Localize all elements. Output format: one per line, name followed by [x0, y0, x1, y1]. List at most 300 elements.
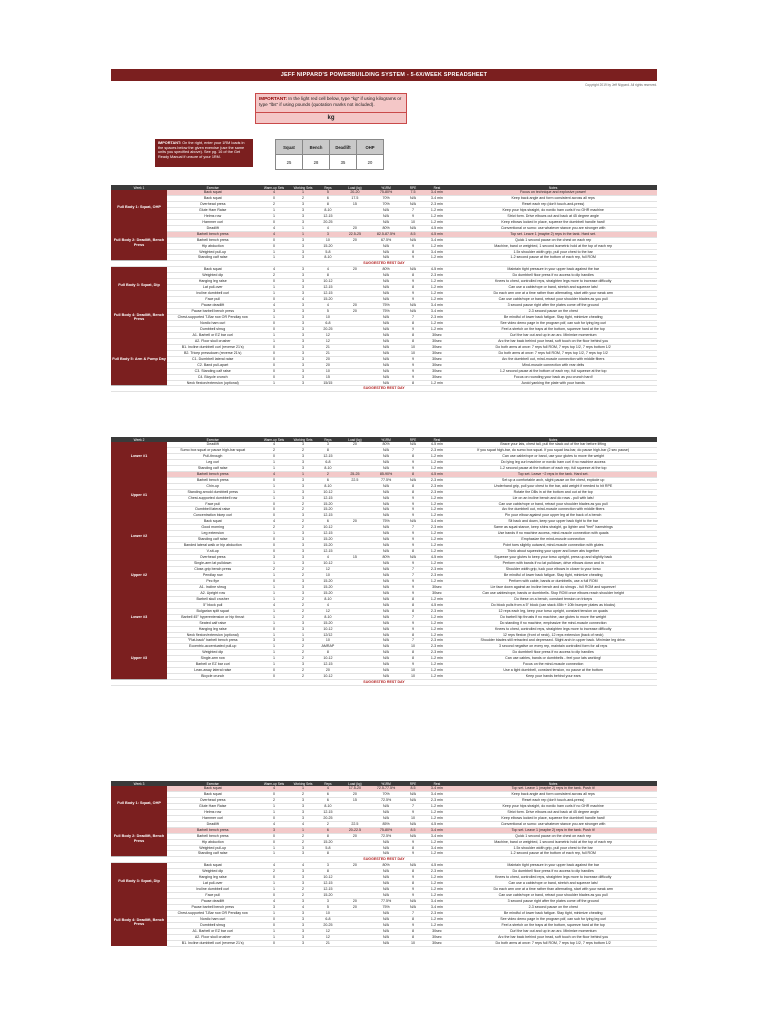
percent-1rm: N/A	[370, 483, 401, 489]
column-header: %1RM	[370, 781, 401, 786]
working-sets: 3	[290, 368, 317, 374]
rest-time: 4-5 min	[424, 231, 449, 237]
rest-time: 30sec	[424, 356, 449, 362]
exercise-name: C3. Standing calf raise	[167, 368, 258, 374]
warmup-sets: 1	[258, 596, 289, 602]
percent-1rm: 77.5%	[370, 899, 401, 905]
reps: 4	[317, 555, 340, 561]
exercise-name: Leg curl	[167, 459, 258, 465]
warmup-sets: 1	[258, 662, 289, 668]
day-label: Upper #1	[111, 471, 167, 519]
warmup-sets: 0	[258, 791, 289, 797]
column-header: Load (kg)	[339, 185, 370, 190]
notes: Conventional or sumo: use whatever stance you are stronger with	[449, 225, 657, 231]
load-value[interactable]: 20	[339, 863, 370, 869]
rpe: N/A	[402, 519, 425, 525]
warmup-sets: 0	[258, 875, 289, 881]
notes: Do dumbbell floor press if no access to dip handles	[449, 869, 657, 875]
rest-time: 2-3 min	[424, 650, 449, 656]
notes: 1.5x shoulder width grip, pull your chest to the bar	[449, 845, 657, 851]
working-sets: 4	[290, 821, 317, 827]
column-header: Warm-up Sets	[258, 781, 289, 786]
rpe: 10	[402, 940, 425, 946]
warmup-sets: 3	[258, 309, 289, 315]
rest-time: 1-2 min	[424, 620, 449, 626]
percent-1rm: N/A	[370, 219, 401, 225]
notes: Underhand grip, pull your chest to the bar, add weight if needed to hit RPE	[449, 483, 657, 489]
percent-1rm: N/A	[370, 803, 401, 809]
working-sets: 3	[290, 362, 317, 368]
reps: 12-15	[317, 495, 340, 501]
reps: 8-10	[317, 465, 340, 471]
warmup-sets: 0	[258, 320, 289, 326]
reps: 6	[317, 791, 340, 797]
load-value[interactable]: 25-25	[339, 471, 370, 477]
percent-1rm: N/A	[370, 572, 401, 578]
load-value[interactable]	[339, 940, 370, 946]
working-sets: 2	[290, 195, 317, 201]
warmup-sets: 0	[258, 362, 289, 368]
percent-1rm: N/A	[370, 662, 401, 668]
exercise-name: Barbell bench press	[167, 471, 258, 477]
exercise-name: Chin-up	[167, 483, 258, 489]
rpe: N/A	[402, 821, 425, 827]
one-rm-ohp-input[interactable]: 20	[357, 155, 384, 170]
working-sets: 3	[290, 584, 317, 590]
notes: 1-2 second pause at the bottom of each rep, full ROM	[449, 851, 657, 857]
percent-1rm: N/A	[370, 650, 401, 656]
working-sets: 3	[290, 620, 317, 626]
notes: Maintain tight pressure in your upper back against the bar	[449, 863, 657, 869]
one-rm-header: Bench	[303, 140, 330, 155]
notes: Do block pulls from a 5" block (can stack 45lb + 10lb bumper plates as blocks)	[449, 602, 657, 608]
rpe: 9	[402, 326, 425, 332]
column-header: Warm-up Sets	[258, 185, 289, 190]
load-value[interactable]: 20-20	[339, 190, 370, 195]
reps: 10-12	[317, 279, 340, 285]
reps: 5	[317, 309, 340, 315]
load-value[interactable]: 20	[339, 905, 370, 911]
exercise-row	[111, 356, 657, 362]
load-value[interactable]: 15	[339, 797, 370, 803]
reps: 5-8	[317, 249, 340, 255]
reps: 8-10	[317, 596, 340, 602]
warmup-sets: 1	[258, 332, 289, 338]
warmup-sets: 0	[258, 578, 289, 584]
percent-1rm: N/A	[370, 285, 401, 291]
working-sets: 3	[290, 845, 317, 851]
percent-1rm: 75%	[370, 303, 401, 309]
exercise-name: Pec flye	[167, 578, 258, 584]
percent-1rm: N/A	[370, 632, 401, 638]
warmup-sets: 0	[258, 922, 289, 928]
warmup-sets: 2	[258, 567, 289, 573]
load-value[interactable]: 20	[339, 899, 370, 905]
reps: 5	[317, 905, 340, 911]
percent-1rm: N/A	[370, 453, 401, 459]
working-sets: 2	[290, 833, 317, 839]
exercise-row	[111, 350, 657, 356]
working-sets: 3	[290, 291, 317, 297]
rest-day-banner: SUGGESTED REST DAY	[111, 857, 657, 863]
percent-1rm: N/A	[370, 291, 401, 297]
exercise-name: Hip abduction	[167, 839, 258, 845]
reps: 10	[317, 911, 340, 917]
reps: 12	[317, 934, 340, 940]
warmup-sets: 4	[258, 190, 289, 195]
percent-1rm: 80%	[370, 225, 401, 231]
rest-time: 4-5 min	[424, 602, 449, 608]
exercise-name: Pause barbell bench press	[167, 309, 258, 315]
reps: 15-20	[317, 584, 340, 590]
load-value[interactable]: 20	[339, 442, 370, 447]
rest-time: 30sec	[424, 368, 449, 374]
rest-time: 3-4 min	[424, 519, 449, 525]
notes: Quick 1 second pause on the chest on each rep	[449, 833, 657, 839]
load-value[interactable]: 22.5	[339, 477, 370, 483]
percent-1rm: 72.5%	[370, 797, 401, 803]
rest-time: 1-2 min	[424, 380, 449, 386]
exercise-name: Leg extension	[167, 531, 258, 537]
working-sets: 2	[290, 519, 317, 525]
reps: 12	[317, 332, 340, 338]
rest-time: 1-2 min	[424, 537, 449, 543]
percent-1rm: N/A	[370, 614, 401, 620]
warmup-sets: 4	[258, 442, 289, 447]
column-header: Rest	[424, 185, 449, 190]
exercise-name: Barbell or EZ bar curl	[167, 662, 258, 668]
percent-1rm: N/A	[370, 320, 401, 326]
rpe: 9	[402, 213, 425, 219]
working-sets: 2	[290, 614, 317, 620]
exercise-name: Overhead press	[167, 555, 258, 561]
warmup-sets: 1	[258, 249, 289, 255]
rpe: 9	[402, 495, 425, 501]
notes: Use bands if no machine access, mind-muscle connection with quads	[449, 531, 657, 537]
rest-time: 1-2 min	[424, 543, 449, 549]
rest-time: 30sec	[424, 934, 449, 940]
exercise-name: "Flat-back" barbell bench press	[167, 638, 258, 644]
rest-time: 2-3 min	[424, 911, 449, 917]
notes: Mind-muscle connection with rear delts	[449, 362, 657, 368]
warmup-sets: 1	[258, 459, 289, 465]
column-header: Load (kg)	[339, 437, 370, 442]
one-rm-notice-body: On the right, enter your 1RM loads in the spaces below the given exercise (use the same units you specified above). See pg. 16 of the Get Ready Manual if unsure of your 1RM.	[158, 141, 245, 159]
working-sets: 3	[290, 626, 317, 632]
percent-1rm: 80%	[370, 555, 401, 561]
day-label: Upper #3	[111, 638, 167, 680]
rest-time: 1-2 min	[424, 495, 449, 501]
warmup-sets: 1	[258, 584, 289, 590]
week-table	[111, 781, 657, 947]
working-sets: 2	[290, 567, 317, 573]
reps: 3	[317, 863, 340, 869]
percent-1rm: N/A	[370, 213, 401, 219]
rest-time: 1-2 min	[424, 656, 449, 662]
notes: Keep back angle and form consistent across all reps	[449, 195, 657, 201]
notes: Feel a stretch on the traps at the bottom, squeeze hard at the top	[449, 326, 657, 332]
day-label: Lower #1	[111, 442, 167, 471]
exercise-name: Back squat	[167, 519, 258, 525]
notes: Arc the dumbbell out, mind-muscle connection with middle fibers	[449, 507, 657, 513]
percent-1rm: N/A	[370, 928, 401, 934]
column-header: %1RM	[370, 185, 401, 190]
rest-time: 2-3 min	[424, 608, 449, 614]
percent-1rm: 75%	[370, 309, 401, 315]
rpe: N/A	[402, 195, 425, 201]
exercise-name: Deadlift	[167, 442, 258, 447]
one-rm-table	[275, 139, 384, 170]
reps: 15-20	[317, 620, 340, 626]
working-sets: 2	[290, 668, 317, 674]
percent-1rm: 75-80%	[370, 827, 401, 833]
reps: 10-12	[317, 875, 340, 881]
reps: 15-20	[317, 537, 340, 543]
exercise-name: A1. Barbell or EZ bar curl	[167, 928, 258, 934]
day-label: Full Body 1: Squat, OHP	[111, 190, 167, 225]
rest-time: 1-2 min	[424, 549, 449, 555]
warmup-sets: 4	[258, 471, 289, 477]
notes: Sit back and down, keep your upper back tight to the bar	[449, 519, 657, 525]
load-value[interactable]: 20	[339, 309, 370, 315]
warmup-sets: 0	[258, 477, 289, 483]
rpe: 8	[402, 249, 425, 255]
working-sets: 2	[290, 644, 317, 650]
percent-1rm: N/A	[370, 489, 401, 495]
exercise-name: Hip abduction	[167, 243, 258, 249]
notes: 3 second negative on every rep, maintain controlled form for all reps	[449, 644, 657, 650]
rpe: 8	[402, 928, 425, 934]
load-value[interactable]: 20	[339, 237, 370, 243]
exercise-name: Hanging leg raise	[167, 626, 258, 632]
working-sets: 3	[290, 662, 317, 668]
load-value[interactable]: 15	[339, 201, 370, 207]
units-notice-text	[256, 94, 406, 112]
notes: Reset each rep (don't touch-and-press)	[449, 201, 657, 207]
notes: Do barbell hip thrusts if no machine, use glutes to move the weight	[449, 614, 657, 620]
exercise-row	[111, 344, 657, 350]
percent-1rm: N/A	[370, 513, 401, 519]
exercise-row	[111, 495, 657, 501]
rest-time: 30sec	[424, 344, 449, 350]
reps: 12-15	[317, 881, 340, 887]
percent-1rm: N/A	[370, 356, 401, 362]
column-header: Warm-up Sets	[258, 437, 289, 442]
exercise-row	[111, 447, 657, 453]
exercise-name: Overhead press	[167, 797, 258, 803]
rest-time: 2-3 min	[424, 447, 449, 453]
percent-1rm: N/A	[370, 845, 401, 851]
load-value[interactable]: 20	[339, 303, 370, 309]
exercise-name: Back squat	[167, 786, 258, 791]
rpe: 9	[402, 531, 425, 537]
working-sets: 3	[290, 483, 317, 489]
column-header: Working Sets	[290, 185, 317, 190]
working-sets: 3	[290, 940, 317, 946]
exercise-name: Overhead press	[167, 201, 258, 207]
notes: 1-2 second pause at the bottom of each rep, full squeeze at the top	[449, 368, 657, 374]
percent-1rm: N/A	[370, 934, 401, 940]
rest-time: 1-2 min	[424, 578, 449, 584]
exercise-name: Barbell bench press	[167, 477, 258, 483]
rest-time: 30sec	[424, 332, 449, 338]
warmup-sets: 1	[258, 881, 289, 887]
rest-time: 2-3 min	[424, 869, 449, 875]
rpe: N/A	[402, 477, 425, 483]
load-value[interactable]: 17.5	[339, 195, 370, 201]
reps: 6-8	[317, 916, 340, 922]
load-value[interactable]: 20	[339, 519, 370, 525]
percent-1rm: N/A	[370, 495, 401, 501]
rpe: 9	[402, 922, 425, 928]
rpe: 8	[402, 453, 425, 459]
exercise-name: Hanging leg raise	[167, 875, 258, 881]
load-value[interactable]: 15	[339, 555, 370, 561]
percent-1rm: 72.5-77.5%	[370, 786, 401, 791]
exercise-row	[111, 928, 657, 934]
week-table	[111, 437, 657, 686]
working-sets: 3	[290, 344, 317, 350]
rest-time: 3-4 min	[424, 303, 449, 309]
rpe: 9	[402, 501, 425, 507]
rest-time: 2-3 min	[424, 483, 449, 489]
notes: Strict form. Drive elbows out and back at 45 degree angle	[449, 809, 657, 815]
notes: 2-3 second pause on the chest	[449, 905, 657, 911]
warmup-sets: 1	[258, 207, 289, 213]
notes: Do both arms at once: 7 reps full ROM, 7 reps top 1/2, 7 reps bottom 1/2	[449, 344, 657, 350]
working-sets: 3	[290, 922, 317, 928]
notes: Lie on an incline bench and do rows - pull with lats!	[449, 495, 657, 501]
reps: 15-20	[317, 501, 340, 507]
rpe: 9	[402, 662, 425, 668]
reps: 20	[317, 668, 340, 674]
reps: 12-15	[317, 887, 340, 893]
rest-time: 1-2 min	[424, 815, 449, 821]
notes: Arc the bar back behind your head, soft touch on the floor behind you	[449, 338, 657, 344]
warmup-sets: 1	[258, 338, 289, 344]
notes: Lie face down against an incline bench and do shrugs - full ROM and squeeze!	[449, 584, 657, 590]
working-sets: 3	[290, 356, 317, 362]
exercise-name: A1. Barbell or EZ bar curl	[167, 332, 258, 338]
working-sets: 4	[290, 297, 317, 303]
load-value[interactable]: 17.5-20	[339, 786, 370, 791]
notes: Do these on a bench, constant tension on triceps	[449, 596, 657, 602]
exercise-name: Hanging leg raise	[167, 279, 258, 285]
reps: 10-12	[317, 561, 340, 567]
rest-time: 1-2 min	[424, 851, 449, 857]
notes: Machine, band or weighted, 1 second isometric hold at the top of each rep	[449, 839, 657, 845]
working-sets: 3	[290, 899, 317, 905]
percent-1rm: 75-80%	[370, 190, 401, 195]
day-label: Full Body 2: Deadlift, Bench Press	[111, 225, 167, 261]
working-sets: 3	[290, 875, 317, 881]
load-value[interactable]: 22.5-25	[339, 231, 370, 237]
load-value[interactable]: 20	[339, 833, 370, 839]
notes: Keep your hips straight, do nordic ham curls if no GHR machine	[449, 803, 657, 809]
load-value[interactable]: 20-22.5	[339, 827, 370, 833]
rpe: N/A	[402, 237, 425, 243]
rest-time: 1-2 min	[424, 922, 449, 928]
load-value[interactable]: 20	[339, 225, 370, 231]
exercise-name: Helms row	[167, 213, 258, 219]
rest-time: 1-2 min	[424, 916, 449, 922]
exercise-name: Standing calf raise	[167, 465, 258, 471]
rest-time: 1-2 min	[424, 662, 449, 668]
exercise-name: B2. Tricep pressdown (reverse 21's)	[167, 350, 258, 356]
column-header: Notes	[449, 781, 657, 786]
one-rm-bench-input[interactable]: 28	[303, 155, 330, 170]
rest-time: 1-2 min	[424, 255, 449, 261]
warmup-sets: 0	[258, 893, 289, 899]
reps: 8	[317, 201, 340, 207]
notes: Brace your lats, chest tall, pull the slack out of the bar before lifting	[449, 442, 657, 447]
notes: Squeeze your glutes to keep your torso upright, press up and slightly back	[449, 555, 657, 561]
warmup-sets: 0	[258, 833, 289, 839]
exercise-name: A1. Incline shrug	[167, 584, 258, 590]
day-label: Full Body 1: Squat, OHP	[111, 786, 167, 821]
reps: 12-15	[317, 531, 340, 537]
reps: 15-20	[317, 297, 340, 303]
working-sets: 3	[290, 578, 317, 584]
warmup-sets: 1	[258, 213, 289, 219]
working-sets: 3	[290, 442, 317, 447]
rest-time: 1-2 min	[424, 626, 449, 632]
exercise-name: Chest-supported T-Bar row OR Pendlay row	[167, 315, 258, 321]
warmup-sets: 1	[258, 911, 289, 917]
rest-time: 1-2 min	[424, 875, 449, 881]
percent-1rm: 80%	[370, 442, 401, 447]
one-rm-notice-label: IMPORTANT:	[158, 141, 182, 145]
load-value[interactable]: 20	[339, 267, 370, 273]
notes: Do each arm one at a time rather than alternating, start with your weak arm	[449, 887, 657, 893]
notes: Arc the bar back behind your head, soft touch on the floor behind you	[449, 934, 657, 940]
exercise-row	[111, 638, 657, 644]
units-input[interactable]: kg	[256, 112, 406, 123]
warmup-sets: 0	[258, 356, 289, 362]
one-rm-squat-input[interactable]: 25	[276, 155, 303, 170]
working-sets: 3	[290, 495, 317, 501]
exercise-name: A2. Floor skull crusher	[167, 338, 258, 344]
notes: Do both arms at once: 7 reps full ROM, 7 reps top 1/2, 7 reps bottom 1/2	[449, 940, 657, 946]
percent-1rm: N/A	[370, 922, 401, 928]
percent-1rm: N/A	[370, 297, 401, 303]
exercise-row	[111, 940, 657, 946]
warmup-sets: 1	[258, 934, 289, 940]
notes: Rotate the DBs in at the bottom and out at the top	[449, 489, 657, 495]
load-value[interactable]: 20	[339, 791, 370, 797]
exercise-row	[111, 614, 657, 620]
exercise-name: Barbell skull crusher	[167, 596, 258, 602]
one-rm-deadlift-input[interactable]: 35	[330, 155, 357, 170]
percent-1rm: N/A	[370, 543, 401, 549]
rpe: N/A	[402, 442, 425, 447]
exercise-name: Face pull	[167, 297, 258, 303]
exercise-name: Close-grip bench press	[167, 567, 258, 573]
warmup-sets: 1	[258, 380, 289, 386]
exercise-name: Single-arm lat pulldown	[167, 561, 258, 567]
load-value[interactable]: 22.5	[339, 821, 370, 827]
warmup-sets: 1	[258, 572, 289, 578]
reps: 6	[317, 477, 340, 483]
rest-time: 4-5 min	[424, 442, 449, 447]
notes: Curl the bar out and up in an arc. Minimize momentum	[449, 928, 657, 934]
exercise-name: Barbell 45° hyperextension or hip thrust	[167, 614, 258, 620]
percent-1rm: N/A	[370, 602, 401, 608]
notes: Focus on rounding your back as you crunch hard!	[449, 374, 657, 380]
working-sets: 1	[290, 190, 317, 195]
reps: 21	[317, 350, 340, 356]
rpe: N/A	[402, 555, 425, 561]
